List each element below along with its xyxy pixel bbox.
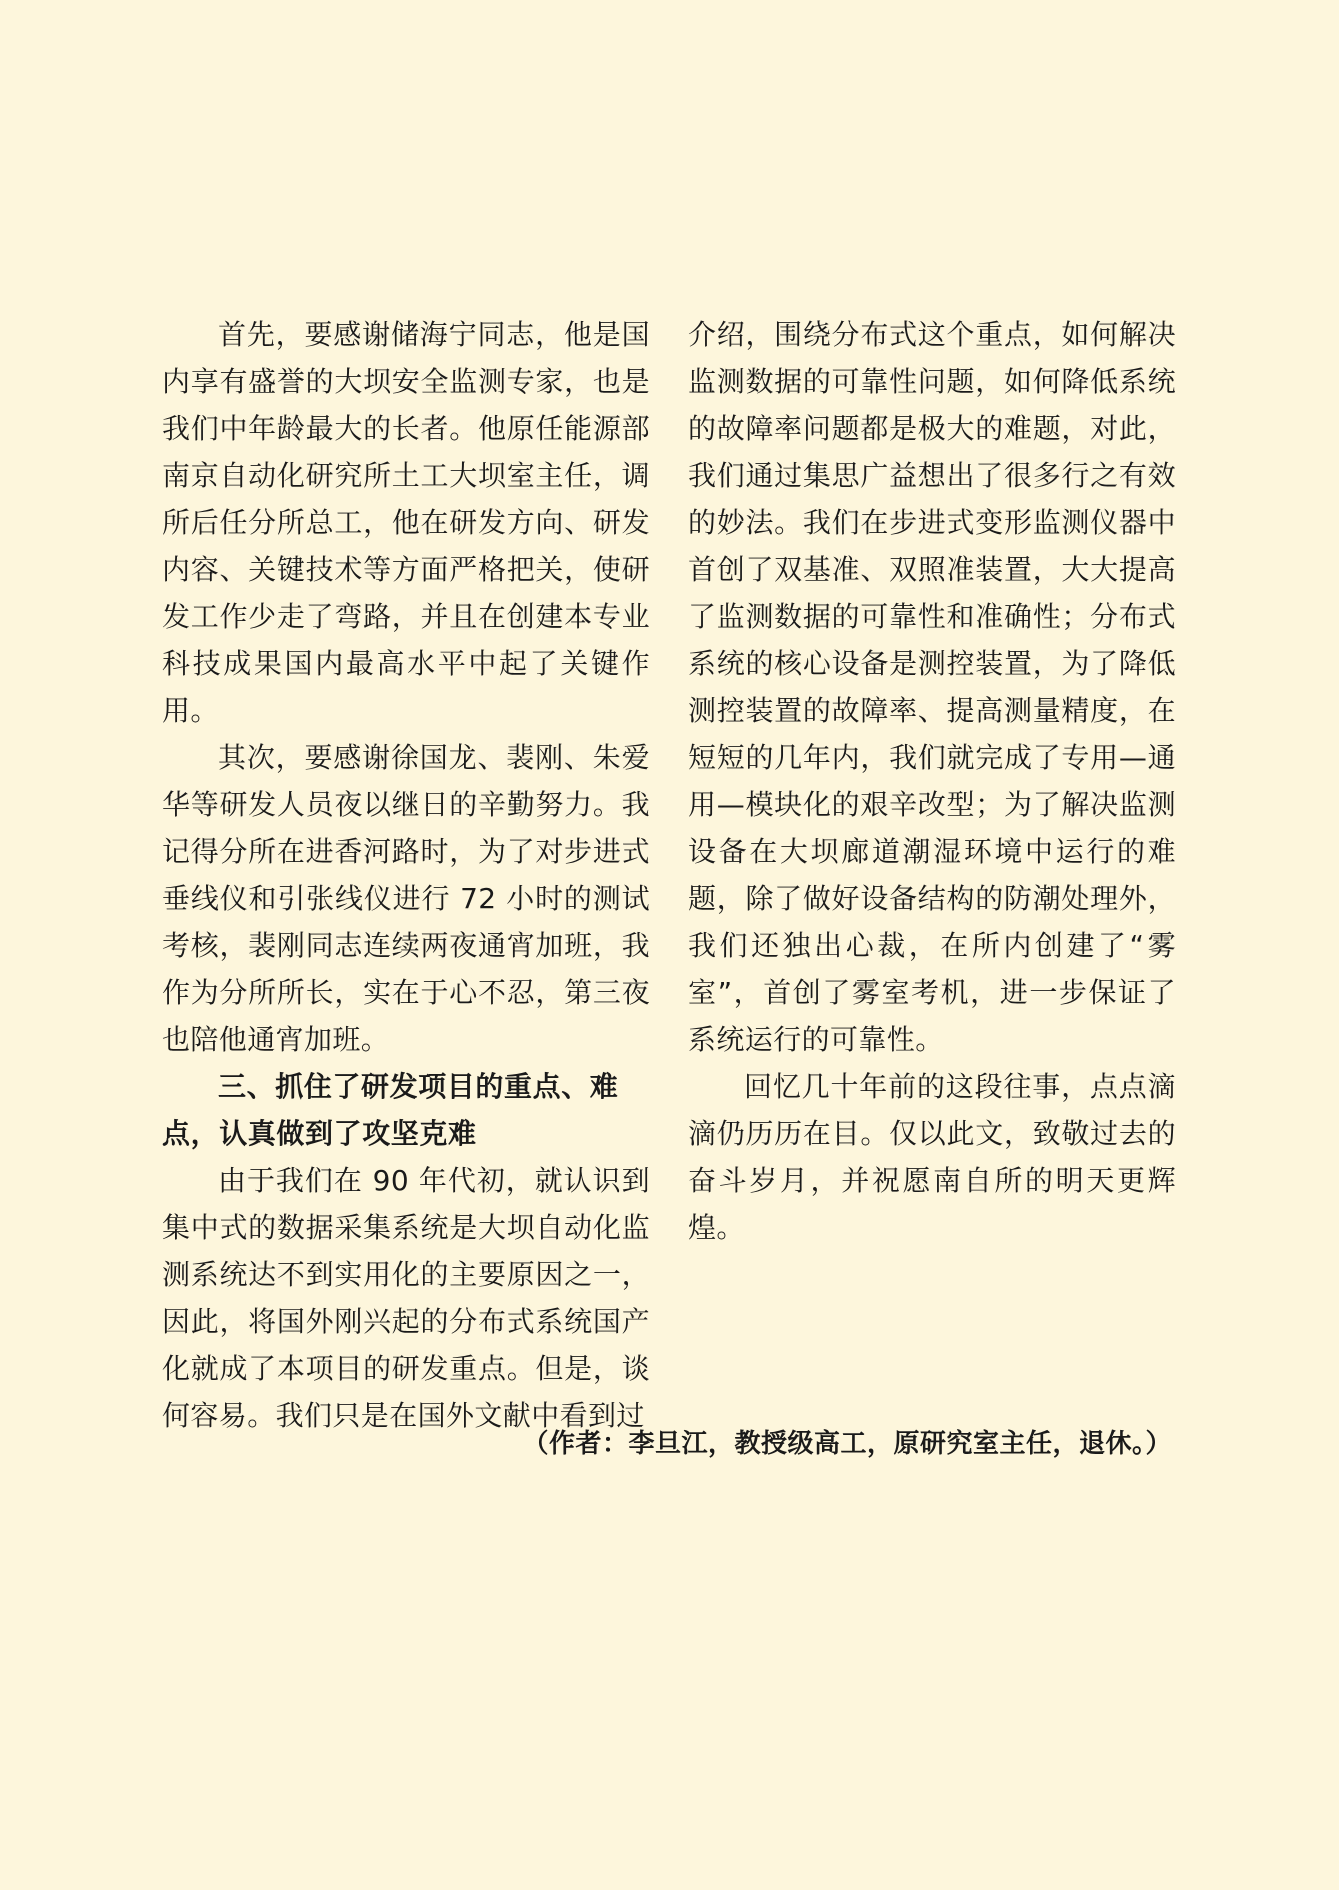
paragraph-thanks-team: 其次，要感谢徐国龙、裴刚、朱爱华等研发人员夜以继日的辛勤努力。我记得分所在进香河路时，为了对步进式垂线仪和引张线仪进行 72 小时的测试考核，裴刚同志连续两夜通宵加班，我作为分所所长，实在于心不忍，第三夜也陪他通宵加班。 [162, 741, 650, 1056]
right-column [688, 311, 1176, 1251]
paragraph-focus-difficulties: 由于我们在 90 年代初，就认识到集中式的数据采集系统是大坝自动化监测系统达不到实用化的主要原因之一，因此，将国外刚兴起的分布式系统国产化就成了本项目的研发重点。但是，谈何容易。我们只是在国外文献中看到过 [162, 1164, 650, 1432]
paragraph-thanks-chu: 首先，要感谢储海宁同志，他是国内享有盛誉的大坝安全监测专家，也是我们中年龄最大的长者。他原任能源部南京自动化研究所土工大坝室主任，调所后任分所总工，他在研发方向、研发内容、关键技术等方面严格把关，使研发工作少走了弯路，并且在创建本专业科技成果国内最高水平中起了关键作用。 [162, 318, 650, 727]
paragraph-focus-difficulties-continued: 介绍，围绕分布式这个重点，如何解决监测数据的可靠性问题，如何降低系统的故障率问题都是极大的难题，对此，我们通过集思广益想出了很多行之有效的妙法。我们在步进式变形监测仪器中首创了双基准、双照准装置，大大提高了监测数据的可靠性和准确性；分布式系统的核心设备是测控装置，为了降低测控装置的故障率、提高测量精度，在短短的几年内，我们就完成了专用—通用—模块化的艰辛改型；为了解决监测设备在大坝廊道潮湿环境中运行的难题，除了做好设备结构的防潮处理外，我们还独出心裁，在所内创建了“雾室”，首创了雾室考机，进一步保证了系统运行的可靠性。 [688, 318, 1176, 1056]
paragraph-closing: 回忆几十年前的这段往事，点点滴滴仍历历在目。仅以此文，致敬过去的奋斗岁月，并祝愿南自所的明天更辉煌。 [688, 1070, 1176, 1244]
author-note: （作者：李旦江，教授级高工，原研究室主任，退休。） [522, 1429, 1172, 1459]
left-column [162, 311, 650, 1439]
section-heading-3: 三、抓住了研发项目的重点、难点，认真做到了攻坚克难 [162, 1070, 619, 1150]
